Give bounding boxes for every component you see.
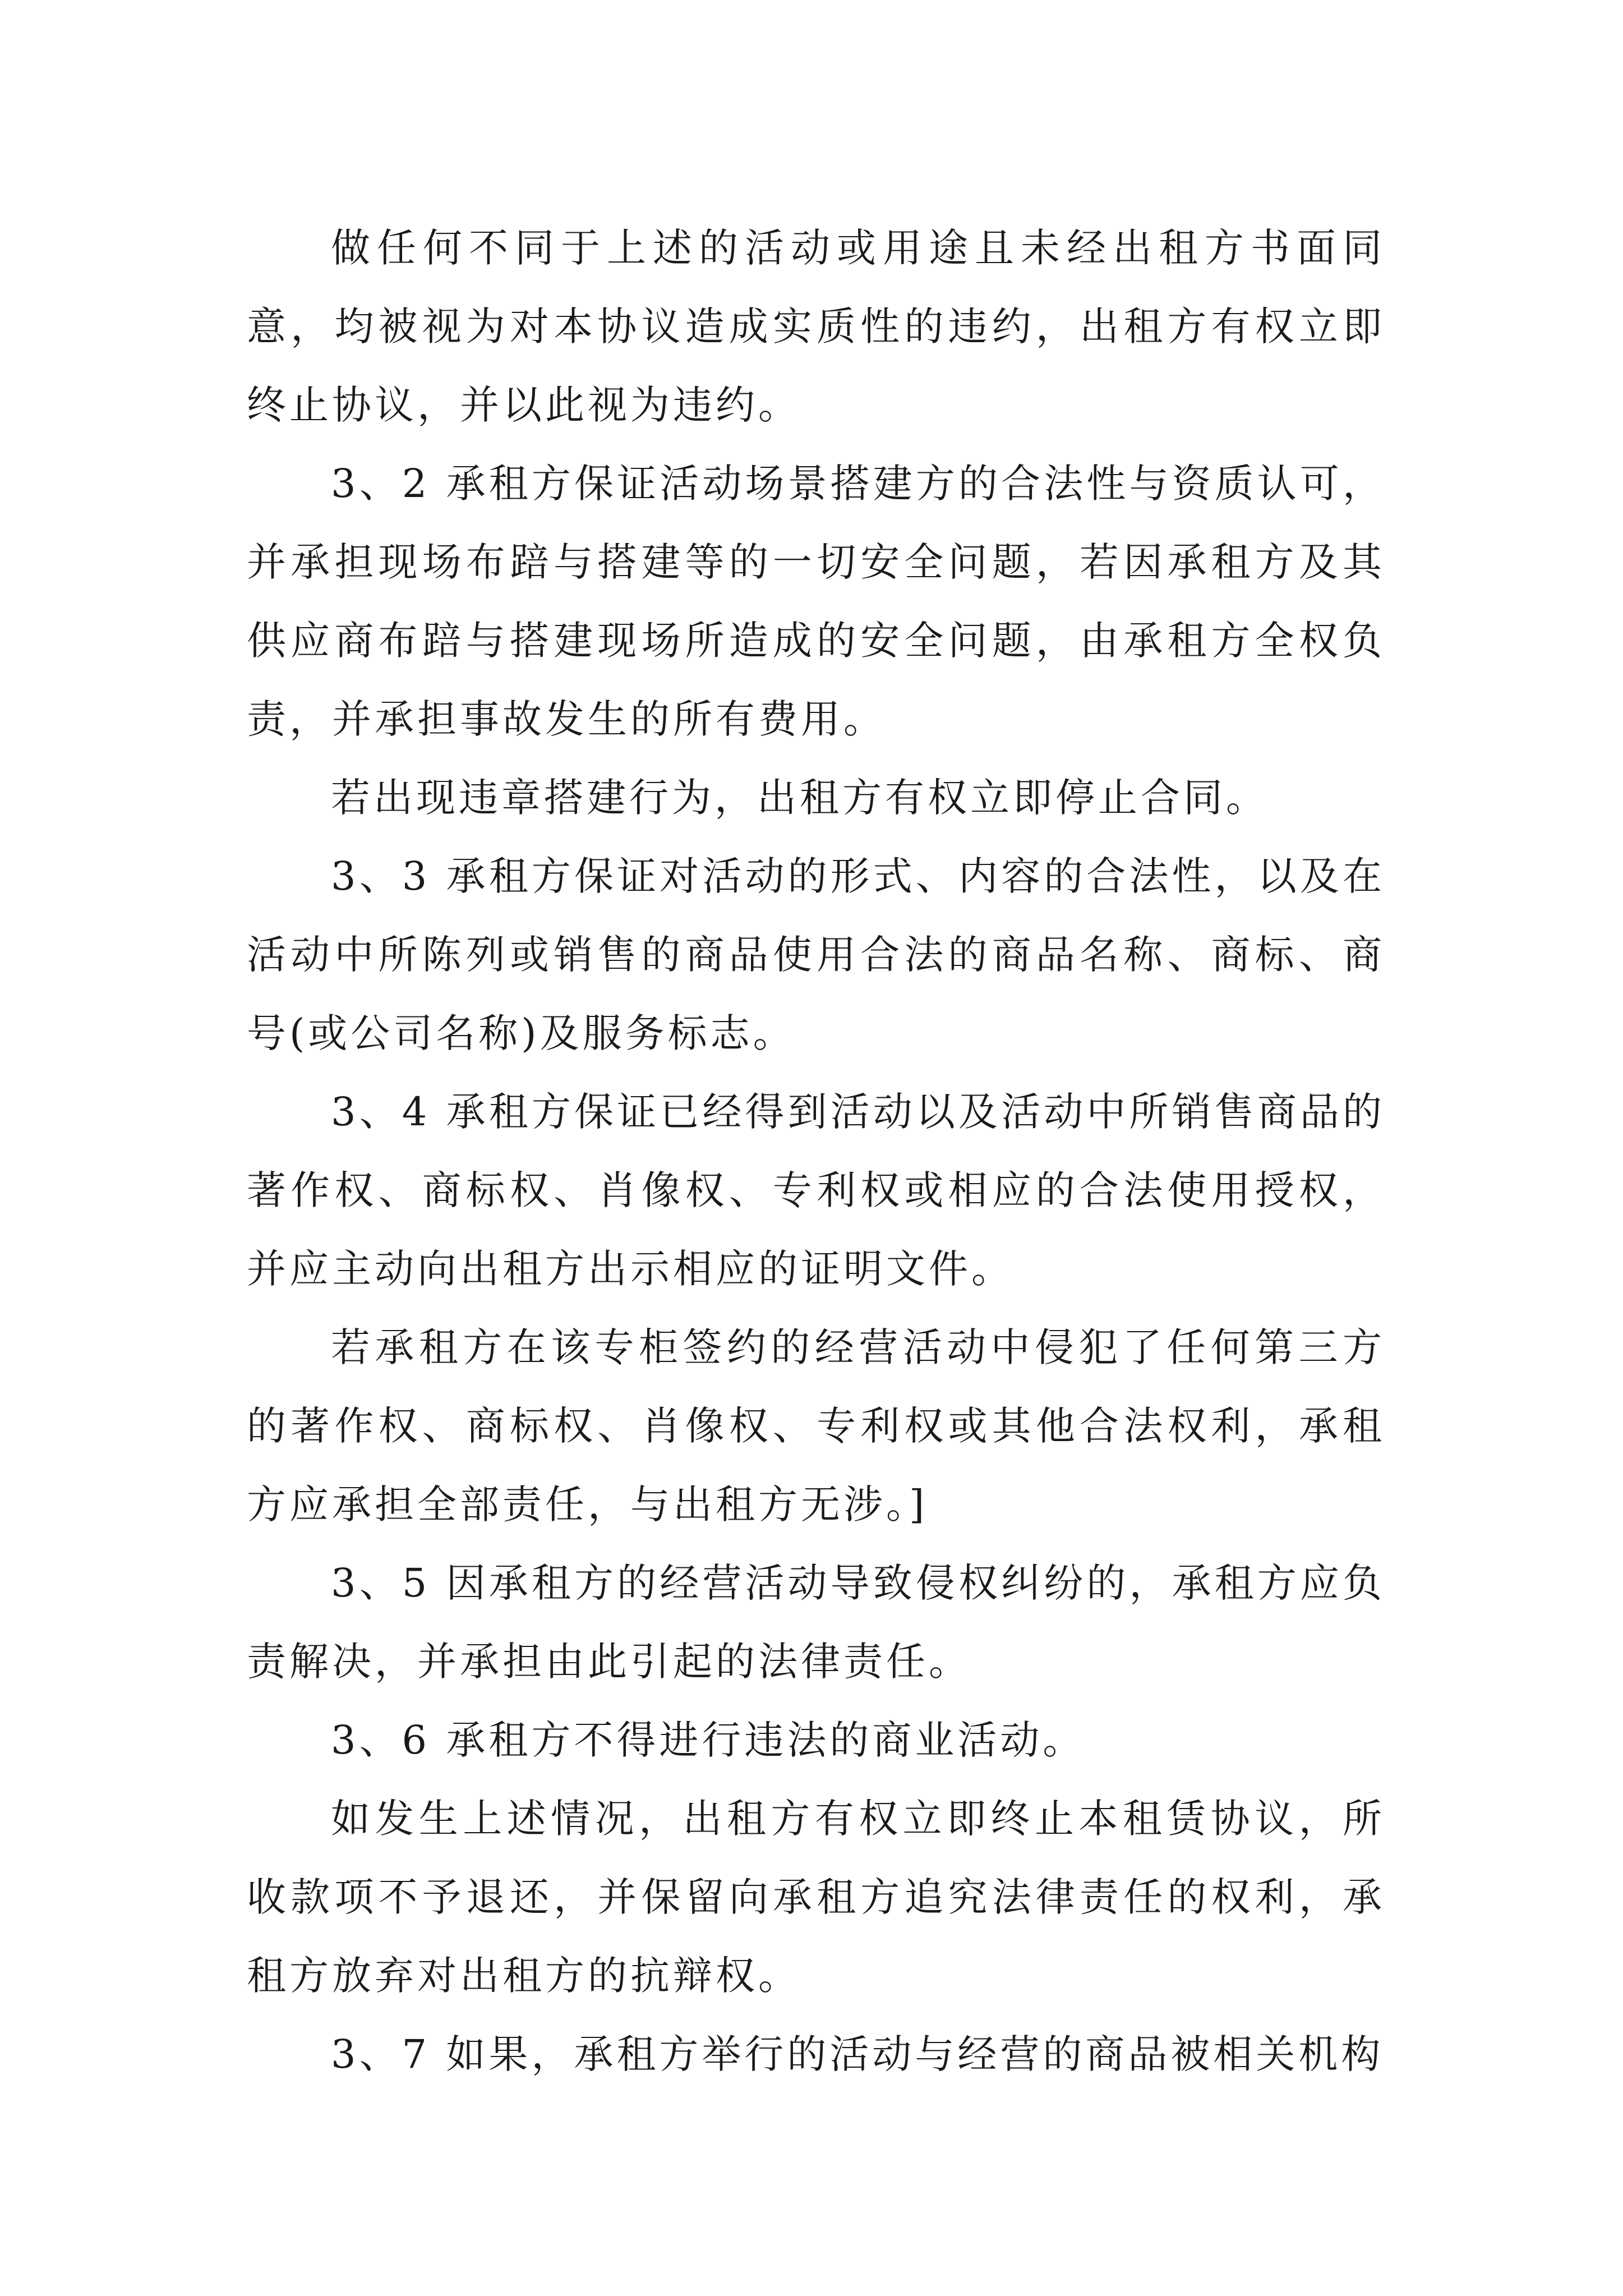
paragraph: 3、6 承租方不得进行违法的商业活动。 xyxy=(331,1717,1086,1763)
paragraph: 若出现违章搭建行为，出租方有权立即停止合同。 xyxy=(331,775,1269,821)
paragraph: 3、4 承租方保证已经得到活动以及活动中所销售商品的著作权、商标权、肖像权、专利权或相应的合法使用授权，并应主动向出租方出示相应的证明文件。 xyxy=(247,1089,1385,1292)
paragraph: 3、5 因承租方的经营活动导致侵权纠纷的，承租方应负责解决，并承担由此引起的法律责任。 xyxy=(247,1560,1385,1685)
paragraph: 若承租方在该专柜签约的经营活动中侵犯了任何第三方的著作权、商标权、肖像权、专利权或其他合法权利，承租方应承担全部责任，与出租方无涉。] xyxy=(247,1324,1385,1527)
document-body xyxy=(247,209,1385,2093)
paragraph: 3、7 如果，承租方举行的活动与经营的商品被相关机构 xyxy=(331,2031,1384,2077)
paragraph: 如发生上述情况，出租方有权立即终止本租赁协议，所收款项不予退还，并保留向承租方追究法律责任的权利，承租方放弃对出租方的抗辩权。 xyxy=(247,1796,1385,1999)
paragraph: 3、3 承租方保证对活动的形式、内容的合法性，以及在活动中所陈列或销售的商品使用合法的商品名称、商标、商号(或公司名称)及服务标志。 xyxy=(247,853,1385,1056)
paragraph: 做任何不同于上述的活动或用途且未经出租方书面同意，均被视为对本协议造成实质性的违约，出租方有权立即终止协议，并以此视为违约。 xyxy=(247,225,1385,428)
paragraph: 3、2 承租方保证活动场景搭建方的合法性与资质认可，并承担现场布踣与搭建等的一切安全问题，若因承租方及其供应商布踣与搭建现场所造成的安全问题，由承租方全权负责，并承担事故发生的所有费用。 xyxy=(247,461,1385,742)
